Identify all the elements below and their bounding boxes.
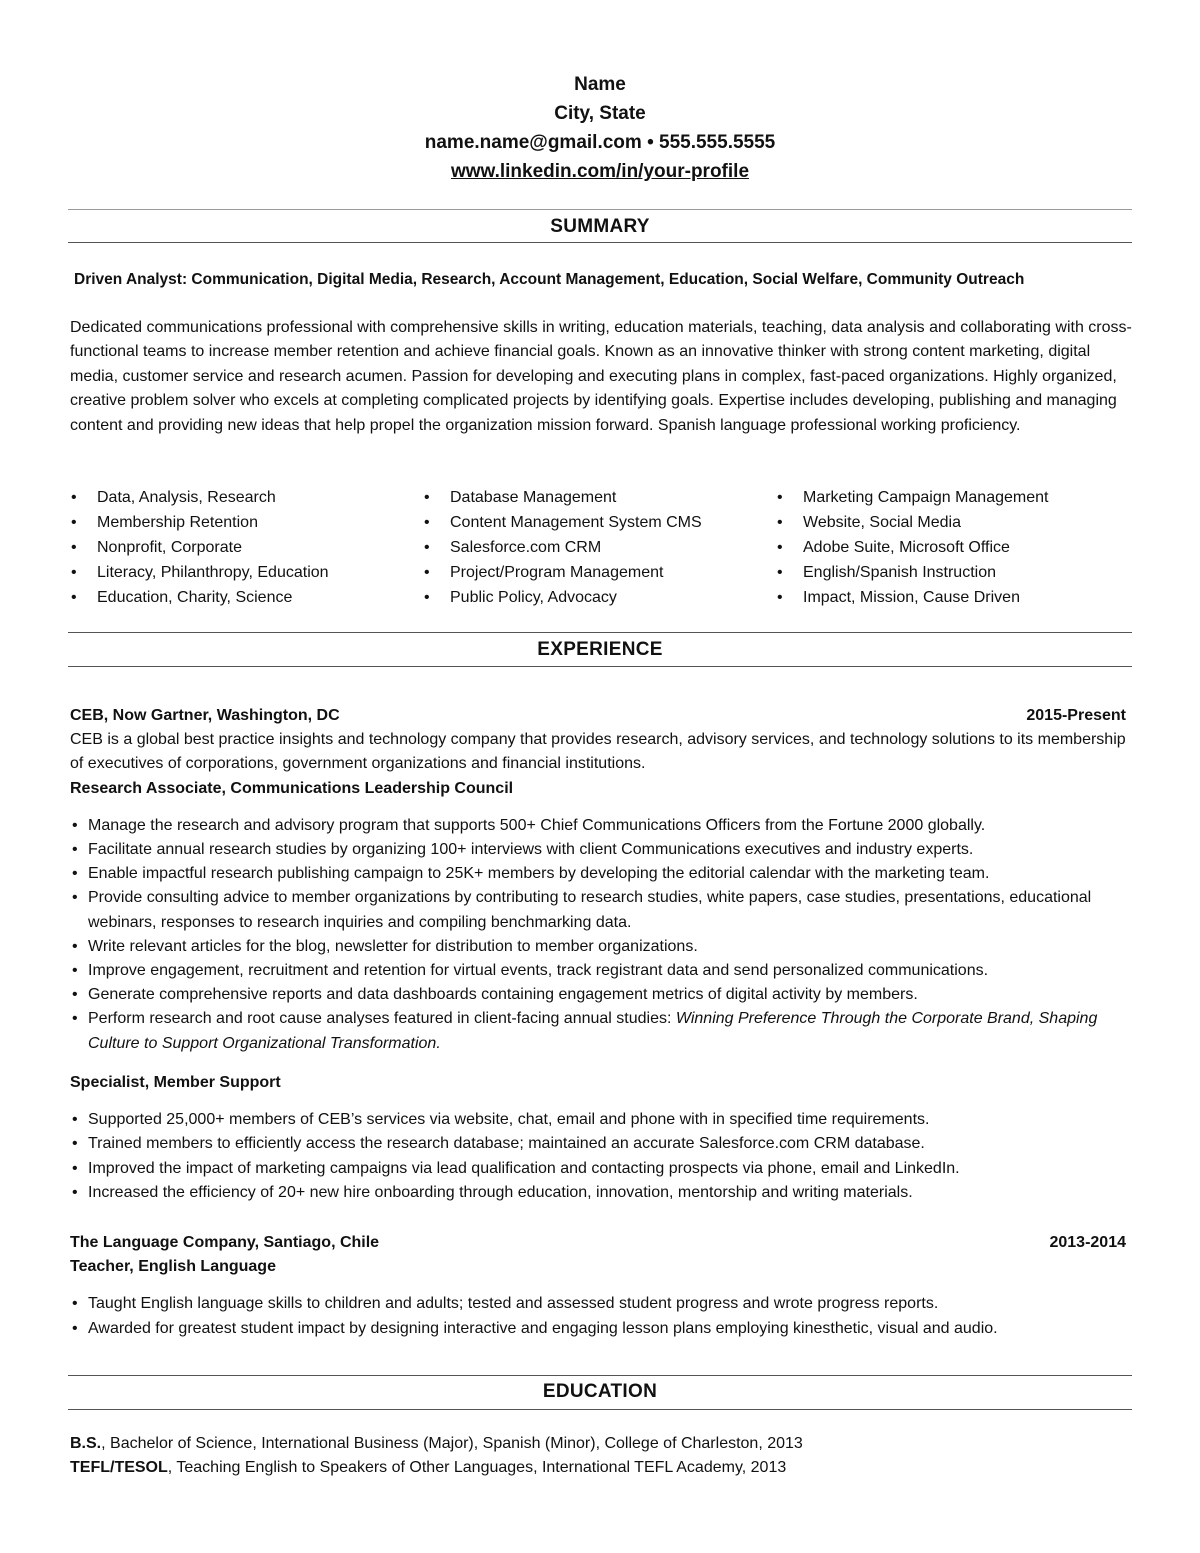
education-entry [70,1456,786,1480]
email-link[interactable]: name.name@gmail.com [424,132,642,153]
skill-item: • Content Management System CMS [424,510,702,535]
linkedin-line [0,161,1200,183]
divider [68,209,1132,210]
job-header [70,1231,1126,1255]
skill-item: • Salesforce.com CRM [424,535,702,560]
bullet-item: • Manage the research and advisory program that supports 500+ Chief Communications Officers from the Fortune 2000 globally. [70,814,1126,838]
bullet-text: Perform research and root cause analyses featured in client-facing annual studies: [88,1010,676,1028]
candidate-name: Name [574,74,626,95]
role-title: Specialist, Member Support [70,1074,281,1091]
degree-detail: , Bachelor of Science, International Business (Major), Spanish (Minor), College of Charleston, 2013 [101,1435,803,1452]
skill-item: • Website, Social Media [777,510,1048,535]
phone-number[interactable]: 555.555.5555 [659,132,776,153]
bullet-item: • Provide consulting advice to member organizations by contributing to research studies, white papers, case studies, presentations, educational webinars, responses to research inquiries and compiling benchmarking data. [70,886,1126,934]
role-member-support [70,1071,1126,1205]
company-name: CEB, Now Gartner, Washington, DC [70,707,340,724]
bullet-item: • Taught English language skills to children and adults; tested and assessed student progress and wrote progress reports. [70,1292,1126,1316]
divider [68,1375,1132,1376]
role-bullets [70,1108,1126,1205]
company-description: CEB is a global best practice insights and technology company that provides research, advisory services, and technology solutions to its membership of executives of corporations, government organizations and financial institutions. [70,731,1126,773]
degree-detail: , Teaching English to Speakers of Other Languages, International TEFL Academy, 2013 [167,1459,787,1476]
education-heading: EDUCATION [542,1381,658,1402]
degree-name: TEFL/TESOL [70,1459,168,1476]
skills-column-1 [71,485,329,610]
bullet-item: • Facilitate annual research studies by organizing 100+ interviews with client Communications executives and industry experts. [70,838,1126,862]
education-entry [70,1432,803,1456]
skills-column-3 [777,485,1048,610]
job-language-company [70,1231,1126,1341]
role-title: Teacher, English Language [70,1258,276,1276]
bullet-item: • Write relevant articles for the blog, newsletter for distribution to member organizations. [70,935,1126,959]
skill-item: • English/Spanish Instruction [777,560,1048,585]
skill-item: • Literacy, Philanthropy, Education [71,560,329,585]
study-titles: Winning Preference Through the Corporate Brand, Shaping Culture to Support Organizational Transformation. [88,1010,1098,1052]
bullet-item: • Improve engagement, recruitment and retention for virtual events, track registrant data and send personalized communications. [70,959,1126,983]
skill-item: • Public Policy, Advocacy [424,585,702,610]
bullet-item: • Supported 25,000+ members of CEB’s services via website, chat, email and phone with in specified time requirements. [70,1108,1126,1132]
summary-heading: SUMMARY [550,216,650,237]
role-title: Research Associate, Communications Leadership Council [70,779,514,797]
skill-item: • Adobe Suite, Microsoft Office [777,535,1048,560]
company-name: The Language Company, Santiago, Chile [70,1234,380,1251]
divider [68,242,1132,243]
role-bullets [70,1292,1126,1340]
skill-item: • Database Management [424,485,702,510]
job-dates: 2015-Present [1026,707,1126,724]
job-dates: 2013-2014 [1049,1234,1126,1251]
job-ceb [70,704,1126,1056]
role-bullets [70,814,1126,1056]
bullet-item: • Trained members to efficiently access the research database; maintained an accurate Salesforce.com CRM database. [70,1132,1126,1156]
degree-name: B.S. [70,1435,102,1452]
contact-line [0,132,1200,154]
bullet-item: • Awarded for greatest student impact by designing interactive and engaging lesson plans employing kinesthetic, visual and audio. [70,1317,1126,1341]
divider [68,1409,1132,1410]
linkedin-link[interactable]: www.linkedin.com/in/your-profile [450,161,750,182]
bullet-item [70,1007,1126,1055]
skill-item: • Education, Charity, Science [71,585,329,610]
experience-heading: EXPERIENCE [537,639,663,660]
bullet-item: • Enable impactful research publishing campaign to 25K+ members by developing the editorial calendar with the marketing team. [70,862,1126,886]
skill-item: • Membership Retention [71,510,329,535]
job-header [70,704,1126,728]
bullet-item: • Improved the impact of marketing campaigns via lead qualification and contacting prospects via phone, email and LinkedIn. [70,1157,1126,1181]
skill-item: • Marketing Campaign Management [777,485,1048,510]
bullet-item: • Increased the efficiency of 20+ new hire onboarding through education, innovation, mentorship and writing materials. [70,1181,1126,1205]
skill-item: • Nonprofit, Corporate [71,535,329,560]
skill-item: • Data, Analysis, Research [71,485,329,510]
bullet-separator: • [647,132,654,153]
summary-tagline: Driven Analyst: Communication, Digital Media, Research, Account Management, Education, Social Welfare, Community Outreach [74,271,1025,288]
skill-item: • Impact, Mission, Cause Driven [777,585,1048,610]
divider [68,632,1132,633]
skills-column-2 [424,485,702,610]
divider [68,666,1132,667]
skill-item: • Project/Program Management [424,560,702,585]
bullet-item: • Generate comprehensive reports and data dashboards containing engagement metrics of digital activity by members. [70,983,1126,1007]
candidate-location: City, State [554,103,646,124]
summary-paragraph: Dedicated communications professional with comprehensive skills in writing, education materials, teaching, data analysis and collaborating with cross-functional teams to increase member retention and achieve financial goals. Known as an innovative thinker with strong content marketing, digital media, customer service and research acumen. Passion for developing and executing plans in complex, fast-paced organizations. Highly organized, creative problem solver who excels at completing complicated projects by identifying goals. Expertise includes developing, publishing and managing content and providing new ideas that help propel the organization mission forward. Spanish language professional working proficiency. [70,319,1132,434]
